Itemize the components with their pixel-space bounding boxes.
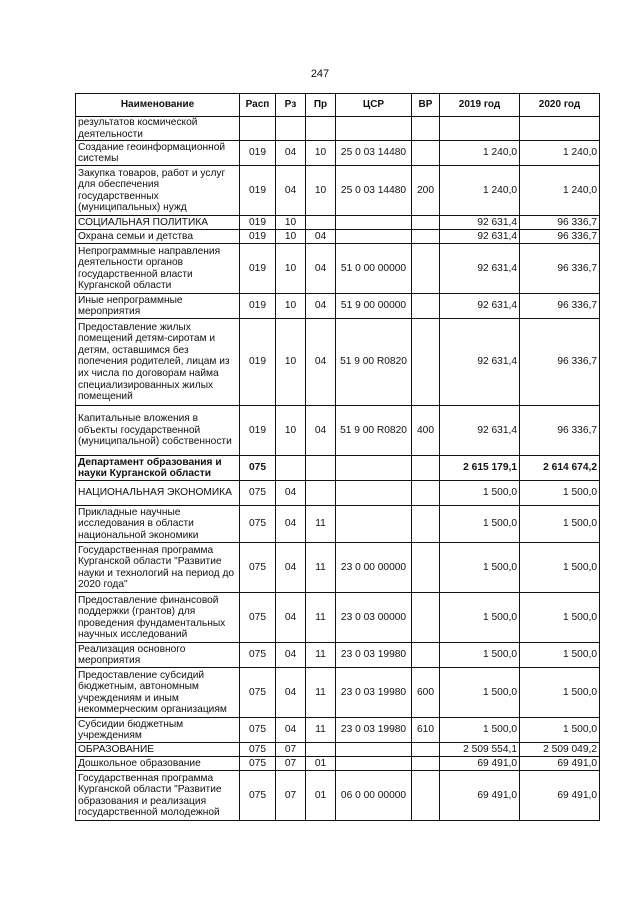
cell-csr: 51 9 00 R0820 <box>336 319 412 406</box>
cell-name: Капитальные вложения в объекты государственной (муниципальной) собственности <box>76 406 240 456</box>
budget-table <box>75 93 600 821</box>
cell-2019: 92 631,4 <box>440 294 520 319</box>
cell-2019: 2 509 554,1 <box>440 743 520 757</box>
cell-rz: 04 <box>276 481 306 506</box>
cell-pr <box>306 456 336 481</box>
cell-rasp: 075 <box>240 771 276 821</box>
table-row <box>76 743 600 757</box>
table-row <box>76 506 600 543</box>
cell-pr <box>306 743 336 757</box>
cell-rasp: 019 <box>240 294 276 319</box>
column-header-rasp: Расп <box>240 94 276 117</box>
cell-rz <box>276 456 306 481</box>
cell-vr: 600 <box>412 668 440 718</box>
cell-2020: 96 336,7 <box>520 406 600 456</box>
cell-name: Государственная программа Курганской области "Развитие науки и технологий на период до 2020 года" <box>76 543 240 593</box>
cell-vr <box>412 481 440 506</box>
cell-2019: 1 240,0 <box>440 166 520 216</box>
table-row <box>76 141 600 166</box>
cell-2019: 1 500,0 <box>440 643 520 668</box>
cell-vr <box>412 456 440 481</box>
cell-name: НАЦИОНАЛЬНАЯ ЭКОНОМИКА <box>76 481 240 506</box>
cell-pr: 10 <box>306 141 336 166</box>
cell-pr: 11 <box>306 668 336 718</box>
cell-pr: 04 <box>306 244 336 294</box>
cell-2020: 96 336,7 <box>520 244 600 294</box>
cell-pr: 01 <box>306 771 336 821</box>
cell-2019: 1 500,0 <box>440 593 520 643</box>
cell-vr <box>412 743 440 757</box>
cell-vr <box>412 506 440 543</box>
cell-rz: 04 <box>276 543 306 593</box>
cell-rz: 04 <box>276 166 306 216</box>
cell-2020: 96 336,7 <box>520 294 600 319</box>
table-row <box>76 406 600 456</box>
cell-vr <box>412 757 440 771</box>
cell-pr <box>306 481 336 506</box>
cell-csr: 23 0 03 19980 <box>336 668 412 718</box>
cell-rasp: 075 <box>240 757 276 771</box>
cell-name: Прикладные научные исследования в области национальной экономики <box>76 506 240 543</box>
column-header-vr: ВР <box>412 94 440 117</box>
cell-2020: 1 500,0 <box>520 593 600 643</box>
cell-rasp: 075 <box>240 643 276 668</box>
cell-csr: 25 0 03 14480 <box>336 141 412 166</box>
cell-2020: 96 336,7 <box>520 230 600 244</box>
cell-csr <box>336 117 412 141</box>
cell-csr <box>336 481 412 506</box>
cell-2019: 1 500,0 <box>440 481 520 506</box>
cell-rasp: 075 <box>240 668 276 718</box>
cell-vr <box>412 216 440 230</box>
cell-csr: 23 0 03 19980 <box>336 643 412 668</box>
cell-2020: 1 500,0 <box>520 543 600 593</box>
cell-csr: 23 0 03 19980 <box>336 718 412 743</box>
table-body <box>76 117 600 821</box>
column-header-csr: ЦСР <box>336 94 412 117</box>
cell-2019: 69 491,0 <box>440 771 520 821</box>
cell-rasp: 019 <box>240 244 276 294</box>
cell-vr <box>412 319 440 406</box>
cell-rz: 10 <box>276 216 306 230</box>
cell-pr: 11 <box>306 506 336 543</box>
table-row <box>76 230 600 244</box>
cell-csr <box>336 506 412 543</box>
cell-2019: 1 500,0 <box>440 506 520 543</box>
cell-name: результатов космической деятельности <box>76 117 240 141</box>
cell-2020: 69 491,0 <box>520 771 600 821</box>
cell-vr: 200 <box>412 166 440 216</box>
table-header-row <box>76 94 600 117</box>
table-row <box>76 668 600 718</box>
cell-rasp: 019 <box>240 216 276 230</box>
cell-pr: 11 <box>306 543 336 593</box>
cell-rz: 04 <box>276 593 306 643</box>
cell-rasp: 075 <box>240 593 276 643</box>
cell-pr: 04 <box>306 230 336 244</box>
cell-csr: 51 9 00 00000 <box>336 294 412 319</box>
cell-2019: 1 240,0 <box>440 141 520 166</box>
table-row <box>76 481 600 506</box>
cell-csr: 51 0 00 00000 <box>336 244 412 294</box>
cell-2019: 92 631,4 <box>440 230 520 244</box>
column-header-rz: Рз <box>276 94 306 117</box>
cell-2020: 1 500,0 <box>520 668 600 718</box>
cell-pr: 11 <box>306 643 336 668</box>
cell-csr: 25 0 03 14480 <box>336 166 412 216</box>
cell-csr <box>336 456 412 481</box>
cell-rasp: 019 <box>240 406 276 456</box>
page-number: 247 <box>310 68 330 80</box>
cell-2020: 96 336,7 <box>520 216 600 230</box>
cell-rasp: 075 <box>240 506 276 543</box>
cell-rz: 10 <box>276 319 306 406</box>
cell-name: Охрана семьи и детства <box>76 230 240 244</box>
cell-csr: 23 0 03 00000 <box>336 593 412 643</box>
cell-csr <box>336 743 412 757</box>
cell-vr <box>412 643 440 668</box>
cell-csr <box>336 230 412 244</box>
cell-rz: 04 <box>276 506 306 543</box>
column-header-pr: Пр <box>306 94 336 117</box>
cell-vr <box>412 543 440 593</box>
cell-csr: 23 0 00 00000 <box>336 543 412 593</box>
cell-2020: 96 336,7 <box>520 319 600 406</box>
cell-vr <box>412 771 440 821</box>
cell-rasp: 075 <box>240 456 276 481</box>
cell-pr: 10 <box>306 166 336 216</box>
cell-name: Предоставление субсидий бюджетным, автономным учреждениям и иным некоммерческим организациям <box>76 668 240 718</box>
table-row <box>76 643 600 668</box>
cell-rz: 04 <box>276 141 306 166</box>
cell-rasp: 019 <box>240 319 276 406</box>
table-row <box>76 757 600 771</box>
cell-2019: 2 615 179,1 <box>440 456 520 481</box>
cell-vr <box>412 230 440 244</box>
table-row <box>76 543 600 593</box>
table-row <box>76 244 600 294</box>
cell-name: ОБРАЗОВАНИЕ <box>76 743 240 757</box>
cell-vr <box>412 244 440 294</box>
cell-pr: 11 <box>306 718 336 743</box>
cell-rz: 10 <box>276 230 306 244</box>
cell-rasp: 075 <box>240 543 276 593</box>
cell-vr <box>412 593 440 643</box>
cell-pr: 01 <box>306 757 336 771</box>
cell-vr <box>412 294 440 319</box>
cell-2020: 2 509 049,2 <box>520 743 600 757</box>
cell-rz: 10 <box>276 294 306 319</box>
cell-2020: 1 500,0 <box>520 718 600 743</box>
cell-rz <box>276 117 306 141</box>
cell-2019: 69 491,0 <box>440 757 520 771</box>
cell-2020: 1 240,0 <box>520 141 600 166</box>
cell-rz: 07 <box>276 743 306 757</box>
cell-name: Иные непрограммные мероприятия <box>76 294 240 319</box>
cell-2019: 92 631,4 <box>440 406 520 456</box>
cell-name: Дошкольное образование <box>76 757 240 771</box>
cell-rasp: 075 <box>240 743 276 757</box>
cell-vr: 400 <box>412 406 440 456</box>
cell-rasp: 019 <box>240 141 276 166</box>
cell-2019: 92 631,4 <box>440 319 520 406</box>
cell-vr <box>412 141 440 166</box>
cell-2020: 2 614 674,2 <box>520 456 600 481</box>
table-row <box>76 216 600 230</box>
cell-2020: 1 500,0 <box>520 506 600 543</box>
cell-2019 <box>440 117 520 141</box>
cell-2020: 1 240,0 <box>520 166 600 216</box>
cell-pr: 04 <box>306 406 336 456</box>
cell-name: Предоставление финансовой поддержки (грантов) для проведения фундаментальных научных исследований <box>76 593 240 643</box>
cell-name: Департамент образования и науки Курганской области <box>76 456 240 481</box>
cell-pr: 04 <box>306 319 336 406</box>
cell-pr: 11 <box>306 593 336 643</box>
table-row <box>76 319 600 406</box>
table-row <box>76 771 600 821</box>
cell-name: Реализация основного мероприятия <box>76 643 240 668</box>
cell-2019: 1 500,0 <box>440 718 520 743</box>
column-header-2019: 2019 год <box>440 94 520 117</box>
cell-2019: 92 631,4 <box>440 216 520 230</box>
cell-vr: 610 <box>412 718 440 743</box>
cell-rasp: 075 <box>240 718 276 743</box>
cell-rz: 07 <box>276 757 306 771</box>
table-row <box>76 593 600 643</box>
table-row <box>76 117 600 141</box>
cell-csr <box>336 216 412 230</box>
cell-rasp <box>240 117 276 141</box>
cell-name: Субсидии бюджетным учреждениям <box>76 718 240 743</box>
cell-pr <box>306 117 336 141</box>
column-header-2020: 2020 год <box>520 94 600 117</box>
cell-name: Непрограммные направления деятельности органов государственной власти Курганской области <box>76 244 240 294</box>
cell-name: СОЦИАЛЬНАЯ ПОЛИТИКА <box>76 216 240 230</box>
cell-2019: 1 500,0 <box>440 668 520 718</box>
cell-2019: 1 500,0 <box>440 543 520 593</box>
table-row <box>76 294 600 319</box>
cell-name: Закупка товаров, работ и услуг для обеспечения государственных (муниципальных) нужд <box>76 166 240 216</box>
column-header-name: Наименование <box>76 94 240 117</box>
table-row <box>76 456 600 481</box>
cell-rasp: 019 <box>240 230 276 244</box>
table-row <box>76 718 600 743</box>
cell-vr <box>412 117 440 141</box>
cell-rasp: 075 <box>240 481 276 506</box>
cell-2020: 69 491,0 <box>520 757 600 771</box>
cell-rz: 04 <box>276 668 306 718</box>
cell-rz: 04 <box>276 643 306 668</box>
cell-csr <box>336 757 412 771</box>
cell-2020: 1 500,0 <box>520 481 600 506</box>
cell-name: Предоставление жилых помещений детям-сиротам и детям, оставшимся без попечения родителей, лицам из их числа по договорам найма специализированных жилых помещений <box>76 319 240 406</box>
cell-name: Создание геоинформационной системы <box>76 141 240 166</box>
cell-2020: 1 500,0 <box>520 643 600 668</box>
table-row <box>76 166 600 216</box>
cell-rasp: 019 <box>240 166 276 216</box>
cell-rz: 10 <box>276 406 306 456</box>
cell-2020 <box>520 117 600 141</box>
cell-csr: 06 0 00 00000 <box>336 771 412 821</box>
cell-2019: 92 631,4 <box>440 244 520 294</box>
cell-rz: 10 <box>276 244 306 294</box>
cell-pr: 04 <box>306 294 336 319</box>
cell-rz: 07 <box>276 771 306 821</box>
cell-rz: 04 <box>276 718 306 743</box>
cell-name: Государственная программа Курганской области "Развитие образования и реализация государственной молодежной <box>76 771 240 821</box>
cell-csr: 51 9 00 R0820 <box>336 406 412 456</box>
cell-pr <box>306 216 336 230</box>
